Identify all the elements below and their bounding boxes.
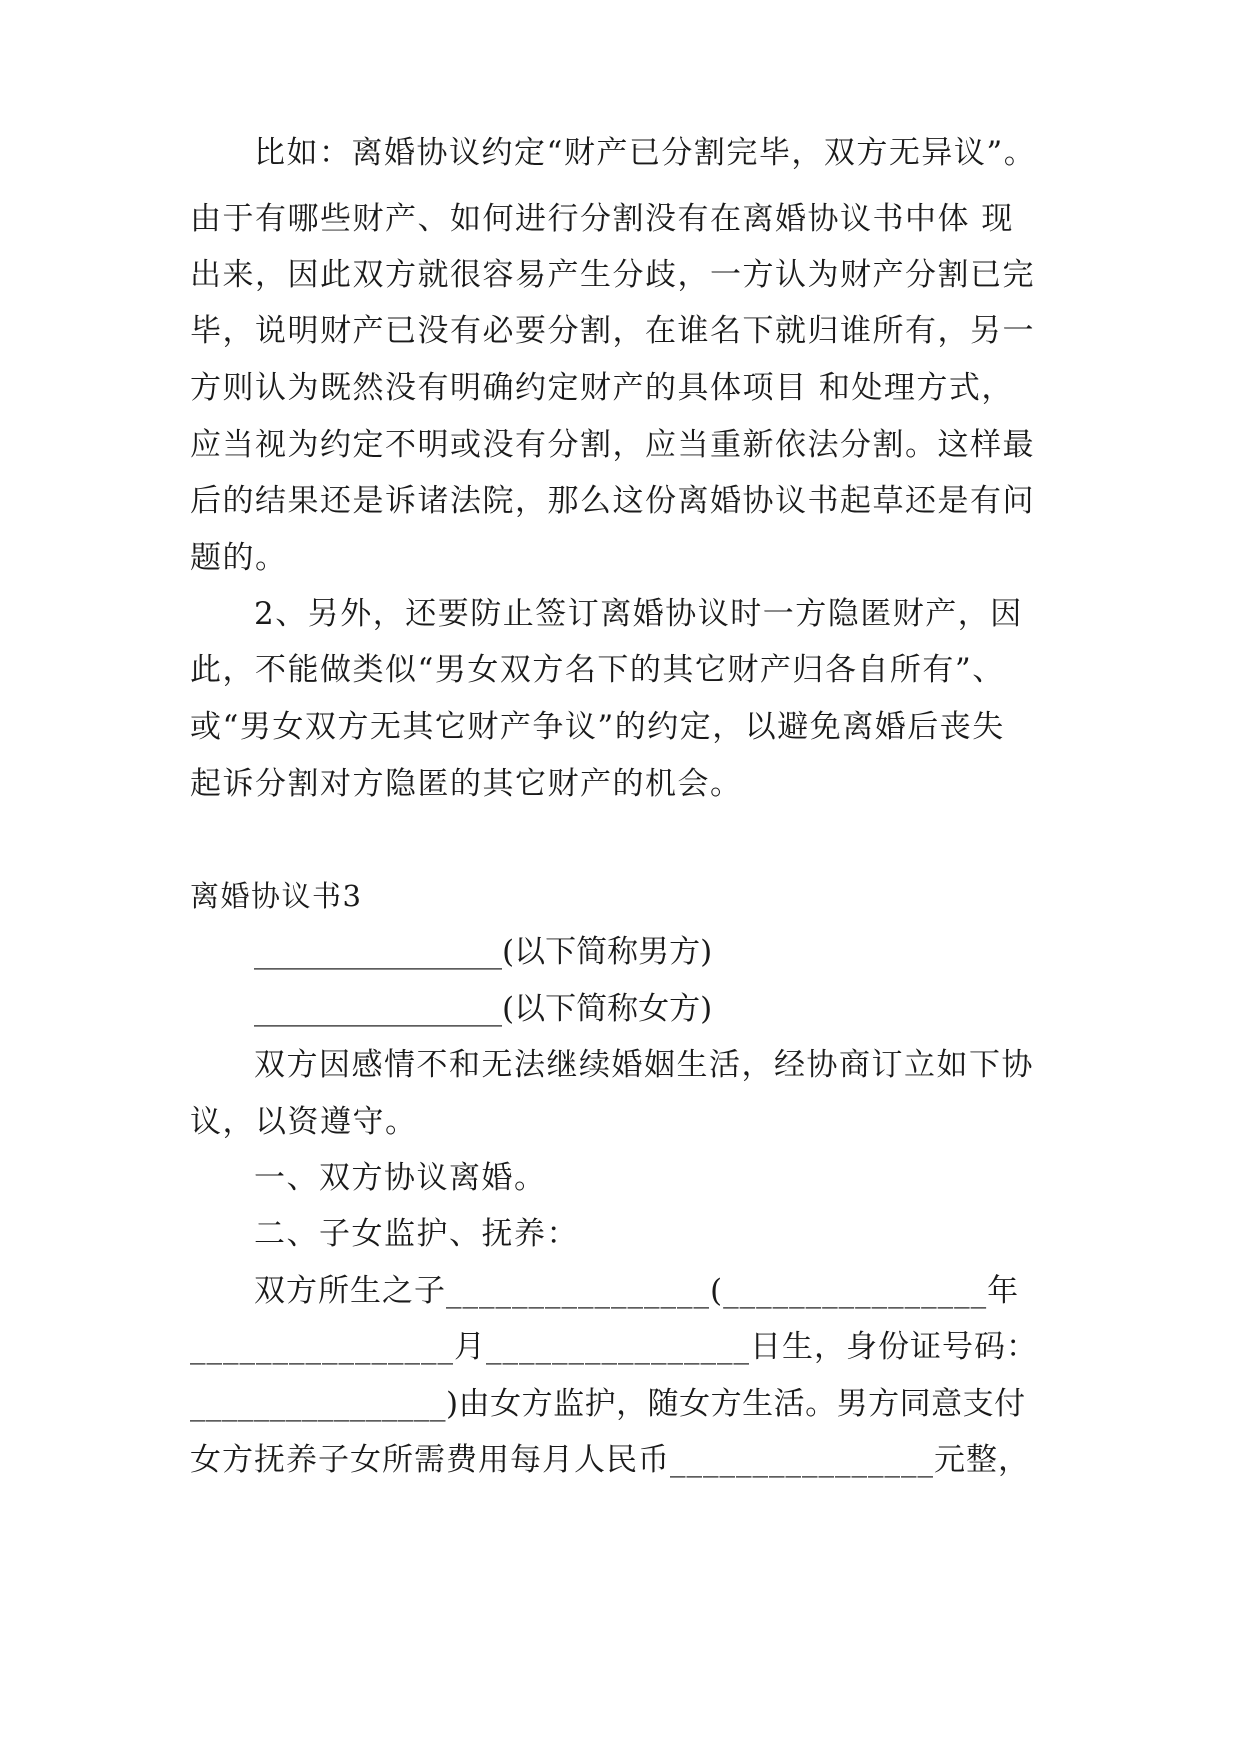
paragraph-line: 或“男女双方无其它财产争议”的约定，以避免离婚后丧失 xyxy=(190,709,1005,745)
paragraph-line: 议，以资遵守。 xyxy=(190,1104,418,1140)
paragraph-line: 双方因感情不和无法继续婚姻生活，经协商订立如下协 xyxy=(254,1047,1034,1083)
paragraph-line: ________________月________________日生，身份证号码： xyxy=(190,1329,1038,1365)
paragraph-line: 题的。 xyxy=(190,540,288,576)
paragraph-line: 出来，因此双方就很容易产生分歧，一方认为财产分割已完 xyxy=(190,257,1035,293)
paragraph-line: 起诉分割对方隐匿的其它财产的机会。 xyxy=(190,766,743,802)
paragraph-line: 方则认为既然没有明确约定财产的具体项目 和处理方式， xyxy=(190,370,1014,406)
party-female-line: ________________(以下简称女方) xyxy=(254,991,713,1027)
paragraph-line: 女方抚养子女所需费用每月人民币________________元整， xyxy=(190,1442,1030,1478)
paragraph-line: 双方所生之子________________(________________年 xyxy=(254,1273,1020,1309)
section-title: 离婚协议书3 xyxy=(190,879,363,913)
party-male-line: ________________(以下简称男方) xyxy=(254,934,713,970)
paragraph-line: 应当视为约定不明或没有分割，应当重新依法分割。这样最 xyxy=(190,427,1035,463)
paragraph-line: ________________)由女方监护，随女方生活。男方同意支付 xyxy=(190,1386,1026,1422)
paragraph-line: 后的结果还是诉诸法院，那么这份离婚协议书起草还是有问 xyxy=(190,483,1035,519)
clause-heading: 一、双方协议离婚。 xyxy=(254,1160,547,1196)
paragraph-line: 此，不能做类似“男女双方名下的其它财产归各自所有”、 xyxy=(190,652,1005,688)
clause-heading: 二、子女监护、抚养： xyxy=(254,1216,579,1252)
paragraph-line: 2、另外，还要防止签订离婚协议时一方隐匿财产，因 xyxy=(254,596,1023,632)
paragraph-line: 比如：离婚协议约定“财产已分割完毕，双方无异议”。 xyxy=(254,135,1037,171)
paragraph-line: 毕，说明财产已没有必要分割，在谁名下就归谁所有，另一 xyxy=(190,313,1035,349)
paragraph-line: 由于有哪些财产、如何进行分割没有在离婚协议书中体 现 xyxy=(190,201,1014,237)
